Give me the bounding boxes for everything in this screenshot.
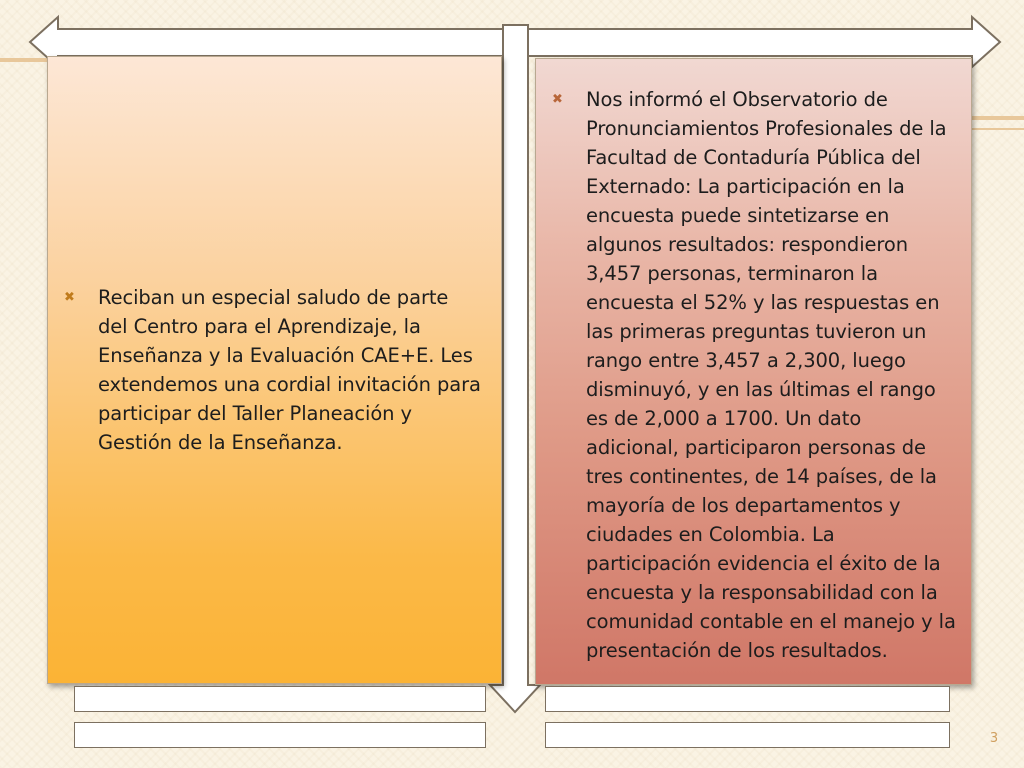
footer-box-left-top: [74, 686, 486, 712]
left-content-panel: [47, 56, 502, 684]
right-panel-text: Nos informó el Observatorio de Pronunciamientos Profesionales de la Facultad de Contaduría Pública del Externado: La participación en la encuesta puede sintetizarse en algunos resultados: respondieron 3,457 personas, terminaron la encuesta el 52% y las respuestas en las primeras preguntas tuvieron un rango entre 3,457 a 2,300, luego disminuyó, y en las últimas el rango es de 2,000 a 1700. Un dato adicional, participaron personas de tres continentes, de 14 países, de la mayoría de los departamentos y ciudades en Colombia. La participación evidencia el éxito de la encuesta y la responsabilidad con la comunidad contable en el manejo y la presentación de los resultados.: [586, 88, 956, 662]
slide-number: 3: [989, 731, 999, 746]
right-bullet-item: [536, 59, 971, 665]
right-content-panel: [535, 58, 972, 685]
x-bullet-icon: ✖: [552, 92, 563, 107]
footer-box-right-top: [545, 686, 950, 712]
x-bullet-icon: ✖: [64, 290, 75, 305]
left-panel-text: Reciban un especial saludo de parte del Centro para el Aprendizaje, la Enseñanza y la Evaluación CAE+E. Les extendemos una cordial invitación para participar del Taller Planeación y Gestión de la Enseñanza.: [98, 286, 481, 454]
footer-box-right-bottom: [545, 722, 950, 748]
footer-box-left-bottom: [74, 722, 486, 748]
left-bullet-item: [48, 283, 501, 457]
